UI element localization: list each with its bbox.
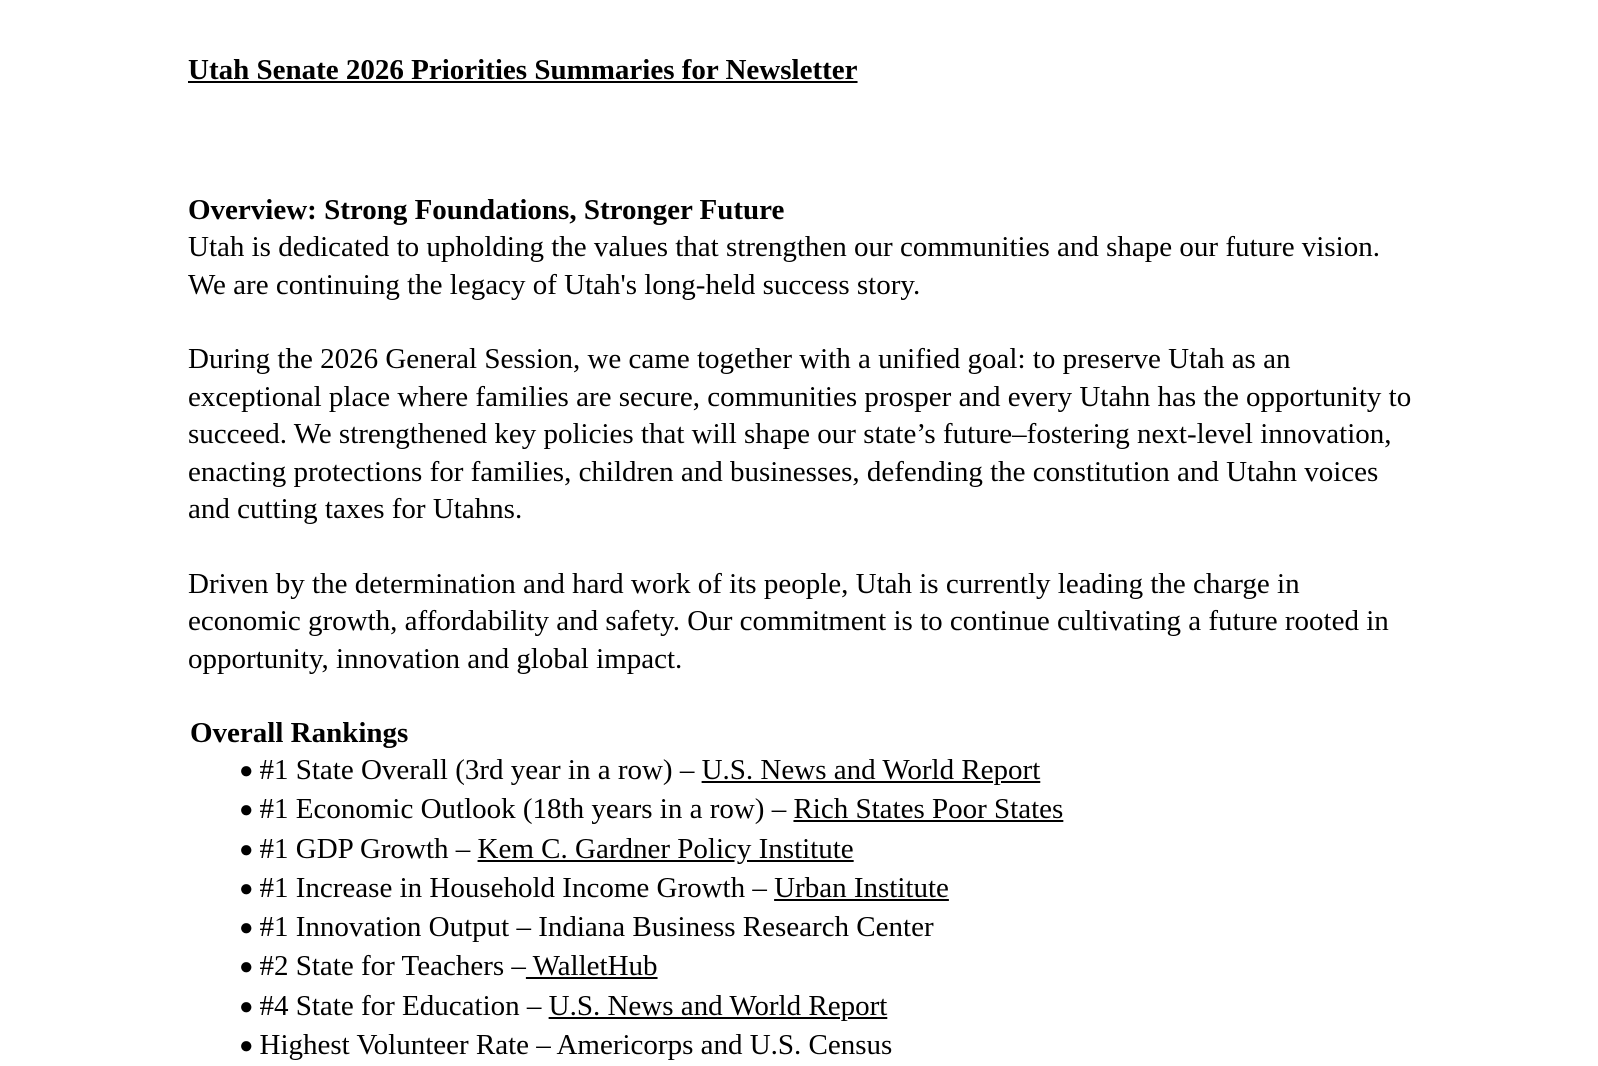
bullet-icon: ●: [239, 915, 254, 942]
source-link[interactable]: Kem C. Gardner Policy Institute: [477, 832, 854, 865]
ranking-text: #1 Increase in Household Income Growth –: [259, 871, 775, 904]
rankings-heading: Overall Rankings: [190, 717, 409, 749]
session-paragraph: During the 2026 General Session, we came together with a unified goal: to preserve Utah as an exceptional place where families are secure, communities prosper and every Utahn has the opportunity to succeed. We strengthened key policies that will shape our state’s future–fostering next-level innovation, enacting protections for families, children and businesses, defending the constitution and Utahn voices and cutting taxes for Utahns.: [188, 343, 1412, 525]
bullet-icon: ●: [239, 993, 254, 1020]
ranking-item: [239, 988, 1418, 1027]
bullet-icon: ●: [239, 758, 254, 784]
ranking-item: [239, 870, 1418, 909]
rankings-list: [188, 752, 1418, 1066]
source-text: Americorps and U.S. Census: [556, 1029, 893, 1062]
ranking-item: [239, 831, 1418, 870]
ranking-text: #1 GDP Growth –: [259, 832, 478, 865]
source-text: Indiana Business Research Center: [538, 911, 934, 944]
ranking-text: #4 State for Education –: [259, 989, 549, 1022]
bullet-icon: ●: [239, 954, 254, 981]
ranking-text: #1 State Overall (3rd year in a row) –: [259, 754, 702, 786]
ranking-text: #1 Economic Outlook (18th years in a row) –: [259, 793, 794, 826]
bullet-icon: ●: [239, 797, 254, 824]
source-link[interactable]: Urban Institute: [774, 871, 949, 904]
overview-paragraph: Utah is dedicated to upholding the values that strengthen our communities and shape our future vision. We are continuing the legacy of Utah's long-held success story.: [188, 231, 1380, 301]
overview-heading: Overview: Strong Foundations, Stronger Future: [188, 194, 785, 226]
source-link[interactable]: U.S. News and World Report: [701, 754, 1041, 786]
source-link[interactable]: WalletHub: [525, 950, 658, 983]
ranking-item: [239, 1027, 1418, 1066]
ranking-item: [239, 948, 1418, 987]
source-link[interactable]: Rich States Poor States: [793, 793, 1064, 826]
bullet-icon: ●: [239, 836, 254, 863]
ranking-item: [239, 791, 1418, 830]
ranking-item: [239, 909, 1418, 948]
paragraph-spacer: [188, 304, 1418, 341]
ranking-text: Highest Volunteer Rate –: [259, 1029, 557, 1062]
commitment-paragraph: Driven by the determination and hard work of its people, Utah is currently leading the charge in economic growth, affordability and safety. Our commitment is to continue cultivating a future rooted in opportunity, innovation and global impact.: [188, 567, 1389, 675]
bullet-icon: ●: [239, 1033, 254, 1060]
source-link[interactable]: U.S. News and World Report: [548, 989, 888, 1022]
ranking-item: [239, 752, 1418, 791]
ranking-text: #2 State for Teachers –: [259, 950, 526, 983]
document-title: Utah Senate 2026 Priorities Summaries for Newsletter: [188, 54, 858, 86]
bullet-icon: ●: [239, 875, 254, 902]
paragraph-spacer: [188, 529, 1418, 566]
ranking-text: #1 Innovation Output –: [259, 911, 539, 944]
paragraph-spacer: [188, 678, 1418, 715]
document-page: [188, 48, 1418, 1066]
